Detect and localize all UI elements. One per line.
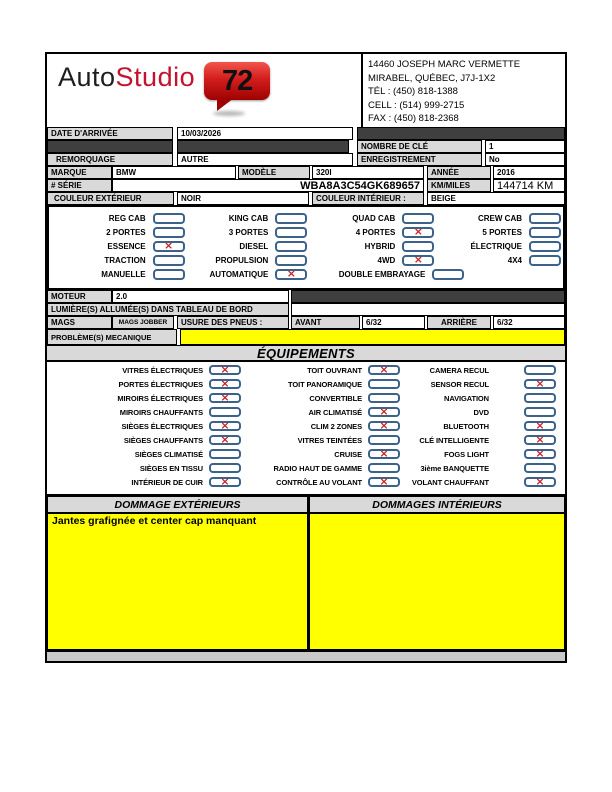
address-line-3: TÉL : (450) 818-1388: [368, 86, 458, 98]
x-mark: ×: [535, 419, 545, 432]
logo-72-bubble: [204, 62, 270, 100]
serie-value[interactable]: WBA8A3C54GK689657: [112, 179, 424, 192]
x-mark: ×: [220, 363, 230, 376]
option-electrique: [436, 239, 563, 253]
option-essence: [49, 239, 187, 253]
checkbox-cle-intelligente[interactable]: [524, 435, 556, 445]
row-moteur: [47, 290, 565, 303]
row-lumieres: [47, 303, 565, 316]
couleur-interieur-label: COULEUR INTÉRIEUR :: [312, 192, 424, 205]
usure-pneus-label: USURE DES PNEUS :: [177, 316, 289, 329]
option-label: AUTOMATIQUE: [209, 269, 269, 279]
x-mark: ×: [379, 419, 389, 432]
x-mark: ×: [535, 475, 545, 488]
vehicle-inspection-form: [45, 52, 567, 663]
option-miroirs-electriques: [47, 391, 243, 405]
checkbox-4x4[interactable]: [529, 255, 561, 266]
damage-notes: [47, 513, 565, 650]
checkbox-sensor-recul[interactable]: [524, 379, 556, 389]
mags-value[interactable]: MAGS JOBBER: [112, 316, 174, 329]
option-vitres-electriques: [47, 363, 243, 377]
vehicle-grid-column-2: [187, 211, 310, 288]
dark-spacer-cell: [177, 140, 349, 153]
address-line-2: MIRABEL, QUÉBEC, J7J-1X2: [368, 72, 496, 84]
option-label: BLUETOOTH: [443, 421, 489, 431]
option-vitres-teintees: [243, 433, 402, 447]
modele-label: MODÈLE: [238, 166, 310, 179]
row-couleurs: [47, 192, 565, 205]
option-label: CAMERA RECUL: [429, 365, 489, 375]
couleur-interieur-value[interactable]: BEIGE: [427, 192, 565, 205]
checkbox-radio-haut-de-gamme[interactable]: [368, 463, 400, 473]
equip-grid-column-1: [47, 363, 243, 494]
option-label: NAVIGATION: [444, 393, 489, 403]
avant-label: AVANT: [291, 316, 360, 329]
option-2-portes: [49, 225, 187, 239]
option-cruise: [243, 447, 402, 461]
checkbox-camera-recul[interactable]: [524, 365, 556, 375]
footer-bar: [47, 650, 565, 661]
company-address: [363, 54, 565, 127]
checkbox-sieges-chauffants[interactable]: [209, 435, 241, 445]
option-label: VITRES TEINTÉES: [297, 435, 362, 445]
row-date-arrivee: [47, 127, 565, 140]
x-mark: ×: [413, 225, 423, 238]
option-volant-chauffant: [402, 475, 558, 489]
checkbox-reg-cab[interactable]: [153, 213, 185, 224]
checkbox-toit-panoramique[interactable]: [368, 379, 400, 389]
option-3ieme-banquette: [402, 461, 558, 475]
option-label: HYBRID: [364, 241, 396, 251]
lumieres-label: LUMIÈRE(S) ALLUMÉE(S) DANS TABLEAU DE BORD: [47, 303, 289, 316]
bubble-shadow: [213, 111, 245, 116]
x-mark: ×: [220, 377, 230, 390]
x-mark: ×: [164, 239, 174, 252]
dark-spacer-cell: [357, 127, 565, 140]
dark-spacer-cell: [291, 290, 565, 303]
equip-grid-column-3: [402, 363, 558, 494]
moteur-label: MOTEUR: [47, 290, 112, 303]
option-label: 5 PORTES: [482, 227, 522, 237]
row-marque-modele-annee: [47, 166, 565, 179]
option-automatique: [187, 267, 310, 281]
remorquage-value[interactable]: AUTRE: [177, 153, 353, 166]
logo-wordmark: [58, 62, 195, 93]
option-label: 4WD: [377, 255, 396, 265]
option-label: CLIM 2 ZONES: [310, 421, 362, 431]
option-label: INTÉRIEUR DE CUIR: [131, 477, 203, 487]
dommages-interieurs-notes[interactable]: [309, 513, 565, 650]
checkbox-sieges-electriques[interactable]: [209, 421, 241, 431]
x-mark: ×: [379, 447, 389, 460]
equipements-section-title: ÉQUIPEMENTS: [47, 345, 565, 362]
km-miles-value[interactable]: 144714 KM: [493, 179, 565, 192]
option-label: SIÈGES ÉLECTRIQUES: [121, 421, 203, 431]
checkbox-quad-cab[interactable]: [402, 213, 434, 224]
option-label: MIROIRS CHAUFFANTS: [119, 407, 203, 417]
form-header: [47, 54, 565, 127]
x-mark: ×: [413, 253, 423, 266]
option-label: CONVERTIBLE: [309, 393, 362, 403]
option-air-climatise: [243, 405, 402, 419]
probleme-mecanique-label: PROBLÈME(S) MECANIQUE: [47, 329, 177, 345]
date-arrivee-label: DATE D'ARRIVÉE: [47, 127, 173, 140]
logo-auto-text: Auto: [58, 62, 116, 92]
option-miroirs-chauffants: [47, 405, 243, 419]
option-label: DVD: [473, 407, 489, 417]
checkbox-portes-electriques[interactable]: [209, 379, 241, 389]
address-line-4: CELL : (514) 999-2715: [368, 99, 465, 111]
enregistrement-label: ENREGISTREMENT: [357, 153, 482, 166]
checkbox-bluetooth[interactable]: [524, 421, 556, 431]
marque-value[interactable]: BMW: [112, 166, 236, 179]
checkbox-miroirs-chauffants[interactable]: [209, 407, 241, 417]
option-double-embrayage: [339, 267, 466, 281]
vehicle-grid-column-3: [309, 211, 436, 288]
checkbox-sieges-climatise[interactable]: [209, 449, 241, 459]
option-propulsion: [187, 253, 310, 267]
option-label: SIÈGES CLIMATISÉ: [134, 449, 203, 459]
option-sieges-climatise: [47, 447, 243, 461]
option-hybrid: [309, 239, 436, 253]
option-diesel: [187, 239, 310, 253]
option-traction: [49, 253, 187, 267]
equipements-grid: [47, 362, 565, 496]
checkbox-propulsion[interactable]: [275, 255, 307, 266]
option-label: KING CAB: [228, 213, 269, 223]
checkbox-cruise[interactable]: [368, 449, 400, 459]
option-label: TRACTION: [104, 255, 146, 265]
logo-72-text: 72: [221, 64, 253, 97]
option-4-portes: [309, 225, 436, 239]
checkbox-sieges-en-tissu[interactable]: [209, 463, 241, 473]
option-label: VITRES ÉLECTRIQUES: [122, 365, 203, 375]
option-toit-panoramique: [243, 377, 402, 391]
checkbox-2-portes[interactable]: [153, 227, 185, 238]
checkbox-double-embrayage[interactable]: [432, 269, 464, 280]
option-4wd: [309, 253, 436, 267]
logo: [47, 54, 363, 127]
option-sieges-chauffants: [47, 433, 243, 447]
option-portes-electriques: [47, 377, 243, 391]
checkbox-diesel[interactable]: [275, 241, 307, 252]
address-line-5: FAX : (450) 818-2368: [368, 113, 459, 125]
option-sensor-recul: [402, 377, 558, 391]
checkbox-4-portes[interactable]: [402, 227, 434, 238]
option-label: CRUISE: [334, 449, 362, 459]
row-mags-pneus: [47, 316, 565, 329]
checkbox-volant-chauffant[interactable]: [524, 477, 556, 487]
serie-label: # SÉRIE: [47, 179, 112, 192]
checkbox-miroirs-electriques[interactable]: [209, 393, 241, 403]
option-label: CREW CAB: [478, 213, 522, 223]
checkbox-essence[interactable]: [153, 241, 185, 252]
x-mark: ×: [379, 363, 389, 376]
address-line-1: 14460 JOSEPH MARC VERMETTE: [368, 59, 521, 70]
x-mark: ×: [379, 475, 389, 488]
dommage-exterieurs-title: DOMMAGE EXTÉRIEURS: [47, 496, 309, 513]
checkbox-traction[interactable]: [153, 255, 185, 266]
avant-value[interactable]: 6/32: [362, 316, 425, 329]
logo-studio-text: Studio: [115, 62, 196, 92]
option-label: CLÉ INTELLIGENTE: [419, 435, 489, 445]
option-label: FOGS LIGHT: [444, 449, 489, 459]
marque-label: MARQUE: [47, 166, 112, 179]
vehicle-grid-column-1: [49, 211, 187, 288]
x-mark: ×: [535, 433, 545, 446]
option-fogs-light: [402, 447, 558, 461]
option-label: SENSOR RECUL: [430, 379, 489, 389]
option-label: 4 PORTES: [355, 227, 396, 237]
dommage-exterieurs-notes[interactable]: Jantes grafignée et center cap manquant: [47, 513, 309, 650]
option-label: PROPULSION: [215, 255, 269, 265]
option-label: ESSENCE: [107, 241, 146, 251]
enregistrement-value[interactable]: No: [485, 153, 565, 166]
option-label: MIROIRS ÉLECTRIQUES: [117, 393, 203, 403]
option-label: SIÈGES CHAUFFANTS: [123, 435, 203, 445]
nombre-de-cle-label: NOMBRE DE CLÉ: [357, 140, 482, 153]
damage-headers: [47, 496, 565, 513]
option-label: QUAD CAB: [352, 213, 396, 223]
option-3-portes: [187, 225, 310, 239]
option-bluetooth: [402, 419, 558, 433]
option-label: DOUBLE EMBRAYAGE: [338, 269, 426, 279]
option-4x4: [436, 253, 563, 267]
checkbox-3-portes[interactable]: [275, 227, 307, 238]
option-label: REG CAB: [108, 213, 146, 223]
x-mark: ×: [220, 433, 230, 446]
x-mark: ×: [286, 267, 296, 280]
option-label: PORTES ÉLECTRIQUES: [118, 379, 203, 389]
arriere-label: ARRIÈRE: [427, 316, 491, 329]
option-label: DIESEL: [239, 241, 269, 251]
arriere-value[interactable]: 6/32: [493, 316, 565, 329]
option-toit-ouvrant: [243, 363, 402, 377]
checkbox-king-cab[interactable]: [275, 213, 307, 224]
lumieres-value[interactable]: [291, 303, 565, 316]
option-label: 2 PORTES: [106, 227, 146, 237]
x-mark: ×: [535, 377, 545, 390]
couleur-exterieur-value[interactable]: NOIR: [177, 192, 309, 205]
checkbox-hybrid[interactable]: [402, 241, 434, 252]
checkbox-navigation[interactable]: [524, 393, 556, 403]
x-mark: ×: [220, 419, 230, 432]
option-label: 4X4: [507, 255, 522, 265]
option-radio-haut-de-gamme: [243, 461, 402, 475]
option-label: SIÈGES EN TISSU: [139, 463, 203, 473]
checkbox-interieur-de-cuir[interactable]: [209, 477, 241, 487]
checkbox-convertible[interactable]: [368, 393, 400, 403]
checkbox-crew-cab[interactable]: [529, 213, 561, 224]
option-convertible: [243, 391, 402, 405]
checkbox-clim-2-zones[interactable]: [368, 421, 400, 431]
moteur-value[interactable]: 2.0: [112, 290, 289, 303]
option-5-portes: [436, 225, 563, 239]
checkbox-3ieme-banquette[interactable]: [524, 463, 556, 473]
dark-spacer-cell: [47, 140, 173, 153]
mags-label: MAGS: [47, 316, 112, 329]
nombre-de-cle-value[interactable]: 1: [485, 140, 565, 153]
option-label: RADIO HAUT DE GAMME: [273, 463, 362, 473]
option-label: TOIT OUVRANT: [307, 365, 362, 375]
dommages-interieurs-title: DOMMAGES INTÉRIEURS: [309, 496, 565, 513]
vehicle-options-grid: [47, 205, 565, 290]
option-cle-intelligente: [402, 433, 558, 447]
option-label: ÉLECTRIQUE: [470, 241, 522, 251]
row-probleme-mecanique: [47, 329, 565, 345]
bubble-tail: [217, 98, 234, 111]
checkbox-4wd[interactable]: [402, 255, 434, 266]
checkbox-electrique[interactable]: [529, 241, 561, 252]
option-crew-cab: [436, 211, 563, 225]
x-mark: ×: [220, 391, 230, 404]
remorquage-label: REMORQUAGE: [47, 153, 173, 166]
couleur-exterieur-label: COULEUR EXTÉRIEUR: [47, 192, 174, 205]
row-remorquage: [47, 153, 565, 166]
checkbox-controle-au-volant[interactable]: [368, 477, 400, 487]
option-label: 3ième BANQUETTE: [420, 463, 489, 473]
option-controle-au-volant: [243, 475, 402, 489]
x-mark: ×: [379, 405, 389, 418]
option-sieges-en-tissu: [47, 461, 243, 475]
checkbox-vitres-electriques[interactable]: [209, 365, 241, 375]
option-quad-cab: [309, 211, 436, 225]
modele-value[interactable]: 320I: [312, 166, 424, 179]
option-navigation: [402, 391, 558, 405]
option-camera-recul: [402, 363, 558, 377]
option-king-cab: [187, 211, 310, 225]
annee-value[interactable]: 2016: [493, 166, 565, 179]
km-miles-label: KM/MILES: [427, 179, 491, 192]
probleme-mecanique-value[interactable]: [180, 329, 565, 345]
date-arrivee-value[interactable]: 10/03/2026: [177, 127, 353, 140]
x-mark: ×: [220, 475, 230, 488]
option-clim-2-zones: [243, 419, 402, 433]
option-manuelle: [49, 267, 187, 281]
checkbox-automatique[interactable]: [275, 269, 307, 280]
row-serie-km: [47, 179, 565, 192]
option-sieges-electriques: [47, 419, 243, 433]
x-mark: ×: [535, 447, 545, 460]
checkbox-toit-ouvrant[interactable]: [368, 365, 400, 375]
option-label: VOLANT CHAUFFANT: [411, 477, 489, 487]
checkbox-vitres-teintees[interactable]: [368, 435, 400, 445]
option-label: MANUELLE: [101, 269, 146, 279]
checkbox-fogs-light[interactable]: [524, 449, 556, 459]
option-label: AIR CLIMATISÉ: [308, 407, 362, 417]
option-label: 3 PORTES: [228, 227, 269, 237]
checkbox-air-climatise[interactable]: [368, 407, 400, 417]
checkbox-manuelle[interactable]: [153, 269, 185, 280]
annee-label: ANNÉE: [427, 166, 491, 179]
option-reg-cab: [49, 211, 187, 225]
checkbox-dvd[interactable]: [524, 407, 556, 417]
option-interieur-de-cuir: [47, 475, 243, 489]
option-label: CONTRÔLE AU VOLANT: [276, 477, 362, 487]
option-label: TOIT PANORAMIQUE: [288, 379, 362, 389]
option-dvd: [402, 405, 558, 419]
equip-grid-column-2: [243, 363, 402, 494]
checkbox-5-portes[interactable]: [529, 227, 561, 238]
row-nombre-de-cle: [47, 140, 565, 153]
